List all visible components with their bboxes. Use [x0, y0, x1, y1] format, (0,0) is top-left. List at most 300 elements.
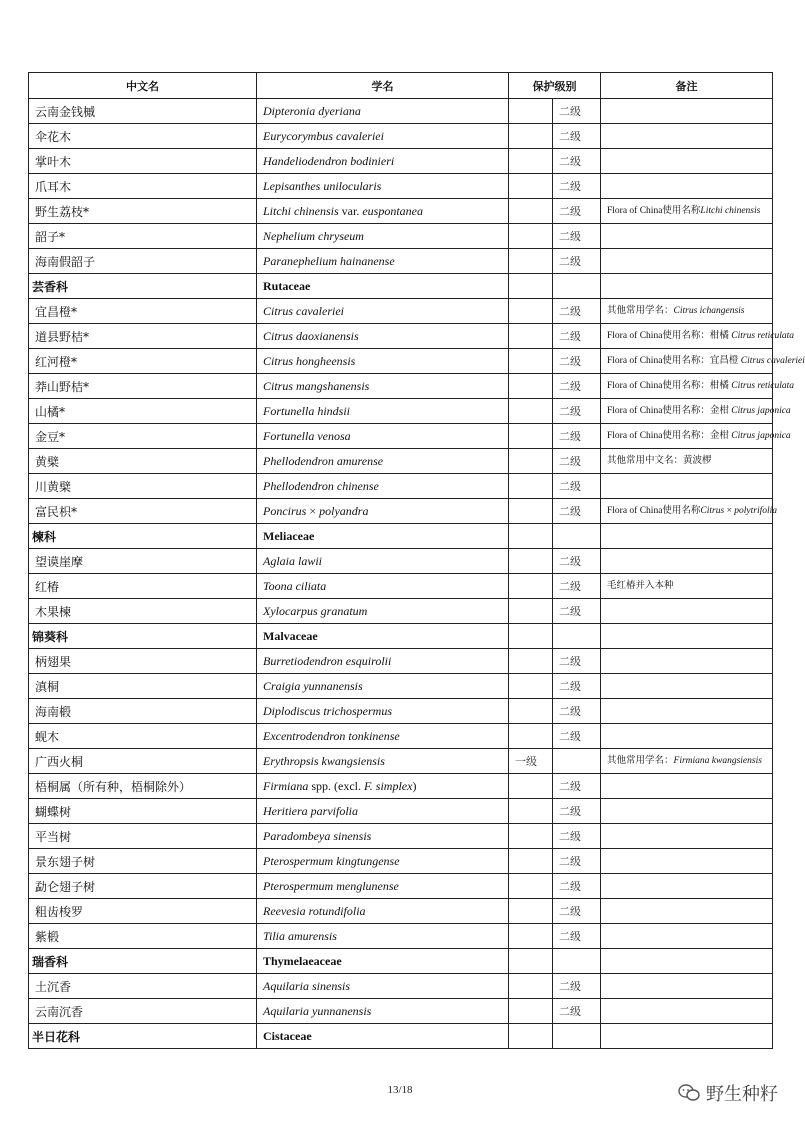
text-run: Litchi chinensis: [263, 203, 339, 218]
species-scientific-name: [257, 899, 509, 924]
species-row: [29, 349, 773, 374]
species-row: [29, 549, 773, 574]
table-header-row: [29, 73, 773, 99]
species-chinese-name: 勐仑翅子树: [29, 874, 257, 899]
remarks-cell: [601, 774, 773, 799]
text-run: Paranephelium hainanense: [263, 253, 395, 268]
species-scientific-name: [257, 599, 509, 624]
species-chinese-name: 掌叶木: [29, 149, 257, 174]
species-scientific-name: [257, 349, 509, 374]
level-one-cell: [509, 324, 553, 349]
level-two-cell: 二级: [553, 724, 601, 749]
level-one-cell: [509, 949, 553, 974]
species-row: [29, 324, 773, 349]
text-run: Aquilaria sinensis: [263, 978, 351, 993]
species-row: [29, 874, 773, 899]
level-one-cell: [509, 724, 553, 749]
level-one-cell: [509, 649, 553, 674]
text-run: Flora of China使用名称：宜昌橙: [607, 356, 741, 366]
text-run: Citrus daoxianensis: [263, 328, 359, 343]
level-two-cell: 二级: [553, 299, 601, 324]
species-row: [29, 674, 773, 699]
species-chinese-name: 海南椴: [29, 699, 257, 724]
text-run: ×: [306, 503, 320, 518]
remarks-cell: [601, 649, 773, 674]
remarks-cell: [601, 549, 773, 574]
species-chinese-name: 海南假韶子: [29, 249, 257, 274]
text-run: Citrus japonica: [731, 431, 791, 441]
header-protection-level: 保护级别: [509, 73, 601, 99]
remarks-cell: [601, 249, 773, 274]
species-scientific-name: [257, 549, 509, 574]
family-scientific-name: [257, 1024, 509, 1049]
text-run: Craigia yunnanensis: [263, 678, 363, 693]
level-two-cell: 二级: [553, 774, 601, 799]
level-one-cell: [509, 999, 553, 1024]
level-two-cell: 二级: [553, 374, 601, 399]
species-row: [29, 774, 773, 799]
species-row: [29, 449, 773, 474]
species-scientific-name: [257, 574, 509, 599]
watermark: [678, 1080, 778, 1106]
level-two-cell: 二级: [553, 699, 601, 724]
text-run: Fortunella hindsii: [263, 403, 350, 418]
remarks-cell: [601, 224, 773, 249]
level-two-cell: 二级: [553, 999, 601, 1024]
species-row: [29, 574, 773, 599]
species-row: [29, 174, 773, 199]
text-run: Thymelaeaceae: [263, 953, 342, 968]
text-run: Malvaceae: [263, 628, 318, 643]
remarks-cell: [601, 499, 778, 524]
remarks-cell: [601, 524, 773, 549]
header-chinese-name: 中文名: [29, 73, 257, 99]
species-row: [29, 399, 773, 424]
level-two-cell: 二级: [553, 649, 601, 674]
level-two-cell: 二级: [553, 449, 601, 474]
species-chinese-name: 蝴蝶树: [29, 799, 257, 824]
remarks-cell: [601, 449, 773, 474]
species-chinese-name: 宜昌橙*: [29, 299, 257, 324]
family-scientific-name: [257, 624, 509, 649]
level-two-cell: [553, 1024, 601, 1049]
species-scientific-name: [257, 924, 509, 949]
remarks-cell: [601, 99, 773, 124]
remarks-cell: [601, 999, 773, 1024]
species-row: [29, 149, 773, 174]
text-run: Xylocarpus granatum: [263, 603, 368, 618]
level-two-cell: [553, 749, 601, 774]
species-scientific-name: [257, 999, 509, 1024]
species-chinese-name: 柄翅果: [29, 649, 257, 674]
species-scientific-name: [257, 774, 509, 799]
level-one-cell: [509, 899, 553, 924]
remarks-cell: [601, 424, 791, 449]
level-one-cell: [509, 149, 553, 174]
level-two-cell: 二级: [553, 499, 601, 524]
level-two-cell: 二级: [553, 124, 601, 149]
species-row: [29, 999, 773, 1024]
level-two-cell: 二级: [553, 249, 601, 274]
text-run: Firmiana: [263, 778, 309, 793]
remarks-cell: [601, 699, 773, 724]
species-scientific-name: [257, 174, 509, 199]
species-chinese-name: 广西火桐: [29, 749, 257, 774]
family-row: [29, 624, 773, 649]
species-chinese-name: 红椿: [29, 574, 257, 599]
level-two-cell: 二级: [553, 474, 601, 499]
level-one-cell: [509, 924, 553, 949]
level-one-cell: [509, 574, 553, 599]
remarks-cell: [601, 374, 795, 399]
remarks-cell: [601, 974, 773, 999]
level-two-cell: [553, 524, 601, 549]
species-row: [29, 924, 773, 949]
species-row: [29, 599, 773, 624]
text-run: Citrus mangshanensis: [263, 378, 370, 393]
level-two-cell: 二级: [553, 674, 601, 699]
level-one-cell: [509, 349, 553, 374]
text-run: Meliaceae: [263, 528, 315, 543]
protected-species-table: [28, 72, 805, 1049]
species-chinese-name: 滇桐: [29, 674, 257, 699]
species-scientific-name: [257, 474, 509, 499]
species-row: [29, 99, 773, 124]
remarks-cell: [601, 474, 773, 499]
species-scientific-name: [257, 849, 509, 874]
level-two-cell: 二级: [553, 199, 601, 224]
remarks-cell: [601, 749, 773, 774]
text-run: 其他常用学名：: [607, 756, 674, 766]
header-scientific-name: 学名: [257, 73, 509, 99]
level-one-cell: [509, 99, 553, 124]
level-one-cell: [509, 424, 553, 449]
family-scientific-name: [257, 524, 509, 549]
level-one-cell: [509, 449, 553, 474]
species-scientific-name: [257, 874, 509, 899]
species-chinese-name: 金豆*: [29, 424, 257, 449]
remarks-cell: [601, 349, 805, 374]
species-scientific-name: [257, 449, 509, 474]
level-one-cell: [509, 874, 553, 899]
species-scientific-name: [257, 224, 509, 249]
remarks-cell: [601, 824, 773, 849]
level-one-cell: [509, 974, 553, 999]
species-chinese-name: 望谟崖摩: [29, 549, 257, 574]
remarks-cell: [601, 599, 773, 624]
level-two-cell: 二级: [553, 349, 601, 374]
remarks-cell: [601, 624, 773, 649]
text-run: Flora of China使用名称：柑橘: [607, 381, 732, 391]
level-two-cell: 二级: [553, 99, 601, 124]
species-row: [29, 199, 773, 224]
family-chinese-name: 芸香科: [29, 274, 257, 299]
species-scientific-name: [257, 249, 509, 274]
family-chinese-name: 半日花科: [29, 1024, 257, 1049]
level-two-cell: 二级: [553, 424, 601, 449]
species-scientific-name: [257, 299, 509, 324]
species-chinese-name: 土沉香: [29, 974, 257, 999]
species-chinese-name: 莽山野桔*: [29, 374, 257, 399]
species-scientific-name: [257, 399, 509, 424]
text-run: Reevesia rotundifolia: [263, 903, 366, 918]
species-row: [29, 699, 773, 724]
text-run: Heritiera parvifolia: [263, 803, 358, 818]
remarks-cell: [601, 399, 791, 424]
level-one-cell: [509, 474, 553, 499]
species-chinese-name: 伞花木: [29, 124, 257, 149]
remarks-cell: [601, 124, 773, 149]
species-scientific-name: [257, 149, 509, 174]
level-one-cell: 一级: [509, 749, 553, 774]
level-two-cell: 二级: [553, 324, 601, 349]
level-one-cell: [509, 699, 553, 724]
level-one-cell: [509, 174, 553, 199]
text-run: Citrus hongheensis: [263, 353, 356, 368]
species-row: [29, 249, 773, 274]
level-two-cell: [553, 949, 601, 974]
text-run: Citrus japonica: [731, 406, 791, 416]
level-two-cell: 二级: [553, 174, 601, 199]
text-run: Litchi chinensis: [700, 206, 761, 216]
family-chinese-name: 锦葵科: [29, 624, 257, 649]
text-run: 毛红椿并入本种: [607, 581, 674, 591]
species-chinese-name: 紫椴: [29, 924, 257, 949]
species-scientific-name: [257, 124, 509, 149]
species-row: [29, 824, 773, 849]
species-scientific-name: [257, 499, 509, 524]
text-run: F. simplex: [364, 778, 413, 793]
family-row: [29, 274, 773, 299]
text-run: Poncirus: [263, 503, 307, 518]
species-chinese-name: 红河橙*: [29, 349, 257, 374]
text-run: Rutaceae: [263, 278, 311, 293]
text-run: Handeliodendron bodinieri: [263, 153, 395, 168]
text-run: 其他常用中文名：黄波椤: [607, 456, 712, 466]
species-scientific-name: [257, 324, 509, 349]
text-run: Firmiana kwangsiensis: [673, 756, 762, 766]
family-row: [29, 949, 773, 974]
species-chinese-name: 韶子*: [29, 224, 257, 249]
level-one-cell: [509, 299, 553, 324]
text-run: Citrus ichangensis: [673, 306, 745, 316]
species-chinese-name: 云南沉香: [29, 999, 257, 1024]
remarks-cell: [601, 949, 773, 974]
level-one-cell: [509, 624, 553, 649]
level-two-cell: 二级: [553, 574, 601, 599]
species-row: [29, 749, 773, 774]
level-one-cell: [509, 1024, 553, 1049]
level-one-cell: [509, 524, 553, 549]
level-one-cell: [509, 824, 553, 849]
species-row: [29, 124, 773, 149]
remarks-cell: [601, 274, 773, 299]
family-row: [29, 1024, 773, 1049]
remarks-cell: [601, 199, 773, 224]
species-row: [29, 849, 773, 874]
species-chinese-name: 木果楝: [29, 599, 257, 624]
text-run: Lepisanthes unilocularis: [263, 178, 382, 193]
text-run: Eurycorymbus cavaleriei: [263, 128, 384, 143]
species-chinese-name: 景东翅子树: [29, 849, 257, 874]
text-run: Paradombeya sinensis: [263, 828, 372, 843]
level-one-cell: [509, 399, 553, 424]
text-run: polytrifolia: [734, 506, 778, 516]
species-scientific-name: [257, 424, 509, 449]
text-run: Citrus reticulata: [731, 331, 795, 341]
level-two-cell: 二级: [553, 549, 601, 574]
family-row: [29, 524, 773, 549]
species-row: [29, 499, 773, 524]
text-run: Nephelium chryseum: [263, 228, 364, 243]
text-run: Citrus cavaleriei: [263, 303, 344, 318]
species-scientific-name: [257, 674, 509, 699]
level-two-cell: 二级: [553, 149, 601, 174]
level-two-cell: [553, 274, 601, 299]
text-run: Aquilaria yunnanensis: [263, 1003, 372, 1018]
remarks-cell: [601, 899, 773, 924]
family-chinese-name: 楝科: [29, 524, 257, 549]
level-one-cell: [509, 199, 553, 224]
text-run: Toona ciliata: [263, 578, 327, 593]
species-chinese-name: 道县野桔*: [29, 324, 257, 349]
level-two-cell: 二级: [553, 899, 601, 924]
text-run: Phellodendron chinense: [263, 478, 379, 493]
level-one-cell: [509, 774, 553, 799]
text-run: Phellodendron amurense: [263, 453, 384, 468]
remarks-cell: [601, 174, 773, 199]
species-chinese-name: 爪耳木: [29, 174, 257, 199]
remarks-cell: [601, 574, 773, 599]
table-body: [29, 99, 805, 1049]
level-one-cell: [509, 799, 553, 824]
species-chinese-name: 蚬木: [29, 724, 257, 749]
text-run: ): [412, 778, 417, 793]
species-scientific-name: [257, 649, 509, 674]
remarks-cell: [601, 924, 773, 949]
level-one-cell: [509, 249, 553, 274]
species-scientific-name: [257, 974, 509, 999]
species-row: [29, 424, 773, 449]
species-scientific-name: [257, 799, 509, 824]
species-scientific-name: [257, 99, 509, 124]
species-chinese-name: 野生荔枝*: [29, 199, 257, 224]
species-scientific-name: [257, 724, 509, 749]
text-run: Burretiodendron esquirolii: [263, 653, 392, 668]
text-run: Aglaia lawii: [263, 553, 323, 568]
header-remarks: 备注: [601, 73, 773, 99]
level-two-cell: 二级: [553, 399, 601, 424]
species-scientific-name: [257, 824, 509, 849]
text-run: ×: [724, 506, 735, 516]
remarks-cell: [601, 674, 773, 699]
species-scientific-name: [257, 374, 509, 399]
text-run: Fortunella venosa: [263, 428, 351, 443]
species-row: [29, 724, 773, 749]
species-chinese-name: 山橘*: [29, 399, 257, 424]
species-scientific-name: [257, 699, 509, 724]
level-two-cell: 二级: [553, 874, 601, 899]
text-run: 其他常用学名：: [607, 306, 674, 316]
text-run: Flora of China使用名称: [607, 206, 701, 216]
remarks-cell: [601, 324, 795, 349]
text-run: Flora of China使用名称：金柑: [607, 406, 732, 416]
remarks-cell: [601, 799, 773, 824]
species-row: [29, 649, 773, 674]
remarks-cell: [601, 149, 773, 174]
family-scientific-name: [257, 274, 509, 299]
level-one-cell: [509, 124, 553, 149]
level-two-cell: 二级: [553, 974, 601, 999]
level-two-cell: 二级: [553, 824, 601, 849]
species-chinese-name: 云南金钱槭: [29, 99, 257, 124]
species-chinese-name: 梧桐属（所有种，梧桐除外）: [29, 774, 257, 799]
level-two-cell: 二级: [553, 599, 601, 624]
family-chinese-name: 瑞香科: [29, 949, 257, 974]
species-scientific-name: [257, 749, 509, 774]
text-run: Pterospermum kingtungense: [263, 853, 400, 868]
text-run: Tilia amurensis: [263, 928, 337, 943]
text-run: Pterospermum menglunense: [263, 878, 399, 893]
remarks-cell: [601, 724, 773, 749]
species-row: [29, 799, 773, 824]
level-two-cell: 二级: [553, 849, 601, 874]
level-one-cell: [509, 224, 553, 249]
species-row: [29, 299, 773, 324]
text-run: Excentrodendron tonkinense: [263, 728, 400, 743]
level-one-cell: [509, 374, 553, 399]
species-row: [29, 974, 773, 999]
species-chinese-name: 平当树: [29, 824, 257, 849]
text-run: Citrus cavaleriei: [740, 356, 805, 366]
text-run: Flora of China使用名称: [607, 506, 701, 516]
level-one-cell: [509, 499, 553, 524]
level-two-cell: [553, 624, 601, 649]
text-run: Citrus: [700, 506, 725, 516]
level-one-cell: [509, 674, 553, 699]
family-scientific-name: [257, 949, 509, 974]
level-one-cell: [509, 549, 553, 574]
level-one-cell: [509, 849, 553, 874]
text-run: spp. (excl.: [308, 778, 364, 793]
text-run: Cistaceae: [263, 1028, 312, 1043]
page-number: 13/18: [387, 1084, 413, 1096]
species-scientific-name: [257, 199, 509, 224]
remarks-cell: [601, 299, 773, 324]
text-run: Diplodiscus trichospermus: [263, 703, 392, 718]
level-two-cell: 二级: [553, 799, 601, 824]
text-run: euspontanea: [362, 203, 423, 218]
species-row: [29, 224, 773, 249]
level-one-cell: [509, 599, 553, 624]
species-row: [29, 899, 773, 924]
remarks-cell: [601, 849, 773, 874]
species-row: [29, 474, 773, 499]
text-run: var.: [338, 203, 363, 218]
level-two-cell: 二级: [553, 224, 601, 249]
level-one-cell: [509, 274, 553, 299]
text-run: Citrus reticulata: [731, 381, 795, 391]
species-chinese-name: 富民枳*: [29, 499, 257, 524]
chat-bubble-icon: [678, 1083, 700, 1103]
species-row: [29, 374, 773, 399]
species-chinese-name: 黄檗: [29, 449, 257, 474]
text-run: Erythropsis kwangsiensis: [263, 753, 385, 768]
text-run: Dipteronia dyeriana: [263, 103, 361, 118]
text-run: Flora of China使用名称：金柑: [607, 431, 732, 441]
remarks-cell: [601, 1024, 773, 1049]
species-chinese-name: 粗齿梭罗: [29, 899, 257, 924]
